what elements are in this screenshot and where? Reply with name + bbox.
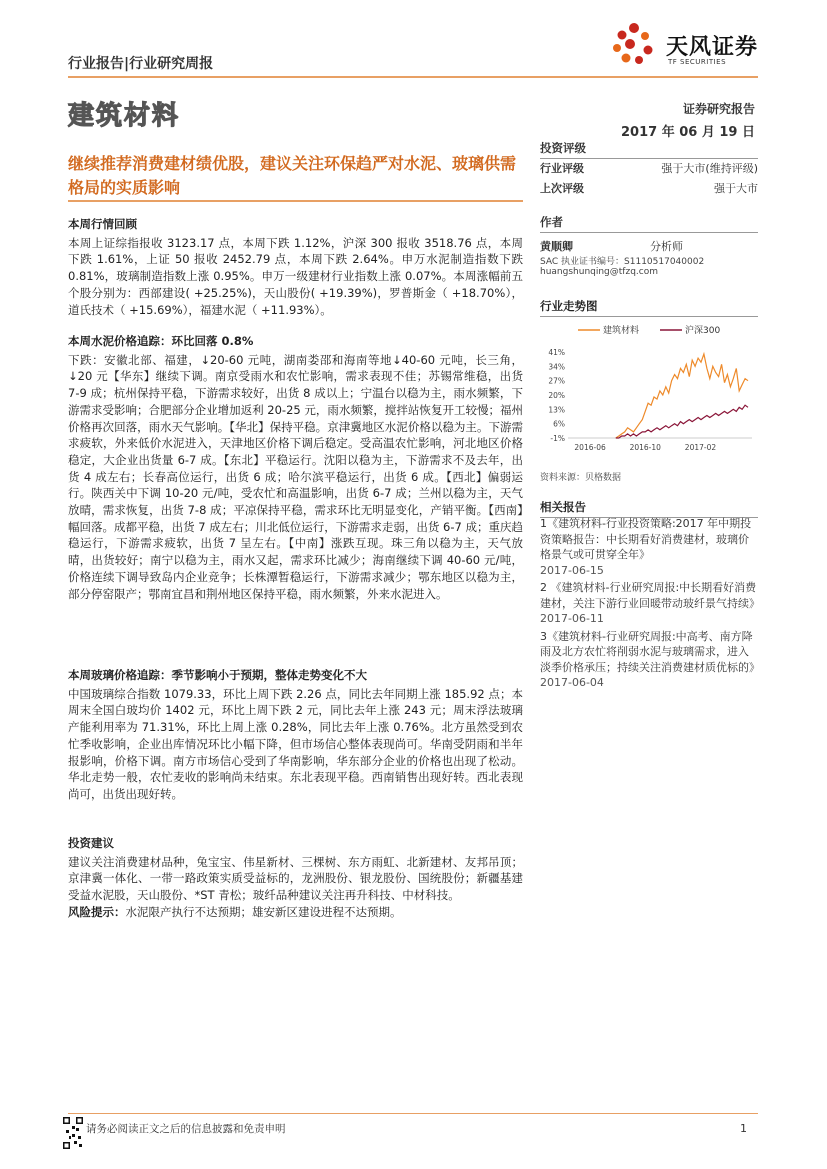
related-report-title[interactable]: 1《建筑材料-行业投资策略:2017 年中期投资策略报告：中长期看好消费建材，玻璃价格景气或可贯穿全年》: [540, 517, 752, 561]
analyst-email[interactable]: huangshunqing@tfzq.com: [540, 267, 658, 277]
y-tick-label: 27%: [548, 376, 565, 386]
company-logo-icon: [610, 22, 658, 68]
industry-trend-chart: [540, 318, 758, 468]
section-body: 建议关注消费建材品种，兔宝宝、伟星新材、三棵树、东方雨虹、北新建材、友邦吊顶；京津冀一体化、一带一路政策实质受益标的，龙洲股份、银龙股份、国统股份；新疆基建受益水泥股，天山股份、*ST 青松；玻纤品种建议关注再升科技、中材科技。: [68, 854, 523, 903]
rating-box: [540, 140, 758, 199]
header-divider: [68, 76, 758, 78]
rating-value: 强于大市: [714, 182, 758, 195]
section-glass: [68, 667, 523, 803]
y-tick-label: 6%: [553, 419, 565, 429]
y-tick-label: 20%: [548, 391, 565, 400]
headline: 继续推荐消费建材绩优股，建议关注环保趋严对水泥、玻璃供需格局的实质影响: [68, 154, 517, 197]
rating-row: [540, 159, 758, 179]
risk-label: 风险提示：: [68, 904, 126, 919]
section-cement: [68, 333, 523, 602]
rating-key: 上次评级: [540, 182, 584, 195]
section-advice: [68, 835, 523, 921]
chart-title: 行业走势图: [540, 298, 758, 317]
y-tick-label: -1%: [550, 434, 565, 443]
report-date: 2017 年 06 月 19 日: [621, 125, 755, 140]
section-title: 本周水泥价格追踪：环比回落 0.8%: [68, 334, 254, 348]
section-title: 本周行情回顾: [68, 217, 137, 231]
headline-divider: [68, 200, 523, 202]
x-tick-label: 2017-02: [684, 443, 717, 452]
related-report-title[interactable]: 2 《建筑材料-行业研究周报:中长期看好消费建材，关注下游行业回暖带动玻纤景气持续》: [540, 581, 760, 610]
chart-source: 资料来源：贝格数据: [540, 473, 622, 483]
legend-label: 沪深300: [685, 326, 721, 336]
related-reports: [540, 516, 758, 693]
analyst-row: [540, 239, 758, 254]
logo-name-cn: 天风证券: [666, 35, 759, 60]
x-tick-label: 2016-10: [629, 443, 661, 452]
footer-disclaimer: 请务必阅读正文之后的信息披露和免责申明: [86, 1123, 286, 1135]
author-box: [540, 214, 758, 277]
related-report-item[interactable]: [540, 629, 758, 691]
analyst-sac: SAC 执业证书编号：S1110517040002: [540, 257, 705, 267]
report-type: 行业报告|行业研究周报: [68, 56, 214, 72]
analyst-name: 黄顺卿: [540, 240, 573, 253]
sector-title: 建筑材料: [68, 101, 181, 131]
section-market: [68, 216, 523, 318]
related-title: 相关报告: [540, 499, 758, 518]
logo-name-en: TF SECURITIES: [668, 58, 727, 66]
page-number: 1: [740, 1122, 747, 1135]
y-tick-label: 13%: [548, 405, 565, 415]
related-report-item[interactable]: [540, 516, 758, 578]
related-report-date: 2017-06-11: [540, 612, 604, 625]
risk-warning: [68, 904, 523, 921]
rating-key: 行业评级: [540, 162, 584, 175]
section-body: 本周上证综指报收 3123.17 点，本周下跌 1.12%，沪深 300 报收 3518.76 点，本周下跌 1.61%，上证 50 报收 2452.79 点，本周下跌 2.64%。申万水泥制造指数下跌 0.81%，玻璃制造指数上涨 0.95%。申万一级建材行业指数上涨 0.07%。本周涨幅前五个股分别为：西部建设( +25.25%)，天山股份( +19.39%)，罗普斯金（ +18.70%），道氏技术（ +15.69%），福建水泥（ +11.93%）。: [68, 235, 523, 317]
qr-code-icon: [62, 1116, 84, 1150]
analyst-role: 分析师: [650, 240, 683, 253]
y-tick-label: 34%: [548, 362, 565, 372]
series-line-2: [616, 405, 748, 438]
report-label: 证券研究报告: [682, 102, 755, 116]
related-report-item[interactable]: [540, 580, 758, 627]
footer-divider: [68, 1113, 758, 1114]
related-report-date: 2017-06-04: [540, 676, 604, 689]
x-tick-label: 2016-06: [574, 443, 606, 452]
risk-body: 水泥限产执行不达预期；雄安新区建设进程不达预期。: [125, 904, 402, 919]
related-report-title[interactable]: 3《建筑材料-行业研究周报:中高考、南方降雨及北方农忙将削弱水泥与玻璃需求，进入淡季价格承压；持续关注消费建材质优标的》: [540, 629, 760, 674]
section-body: 中国玻璃综合指数 1079.33，环比上周下跌 2.26 点，同比去年同期上涨 185.92 点；本周末全国白玻均价 1402 元，环比上周下跌 2 元，同比去年上涨 243 元；周末浮法玻璃产能利用率为 71.31%，环比上周上涨 0.28%，同比去年上涨 0.76%。北方虽然受到农忙季收影响，企业出库情况环比小幅下降，但市场信心整体表现尚可。华南受阴雨和半年报影响，价格下调。南方市场信心受到了华南影响，华东部分企业的价格也出现了松动。华北走势一般，农忙麦收的影响尚未结束。东北表现平稳。西南销售出现好转。西北表现尚可，出货出现好转。: [68, 686, 523, 801]
section-body: 下跌：安徽北部、福建，↓20-60 元吨，湖南娄邵和海南等地↓40-60 元吨，长三角，↓20 元【华东】继续下调。南京受雨水和农忙影响，需求表现不佳；苏锡常维稳，出货 7-9 成；杭州保持平稳，下游需求较好，出货 8 成以上；宁温台以稳为主，雨水频繁，下游需求受影响；合肥部分企业增加返利 20-25 元，雨水频繁，搅拌站恢复开工较慢；福州价格再次回落，雨水天气影响。【华北】保持平稳。京津冀地区水泥价格以稳为主。下游需求疲软，外来低价水泥进入，天津地区价格下调后稳定。受高温农忙影响，河北地区价格稳定，大企业出货量 6-7 成。【东北】平稳运行。沈阳以稳为主，下游需求不及去年，出货 4 成左右；长春高位运行，出货 6 成；哈尔滨平稳运行，出货 6 成。【西北】偏弱运行。陕西关中下调 10-20 元/吨，受农忙和高温影响，出货 6-7 成；兰州以稳为主，天气放晴，需求恢复，出货 7-8 成；平凉保持平稳，需求环比无明显变化，产销平衡。【西南】幅回落。成都平稳，出货 7 成左右；川北低位运行，下游需求走弱，出货 6-7 成；重庆趋稳运行，下游需求疲软，出货 7 呈左右。【中南】涨跌互现。珠三角以稳为主，天气放晴，出货较好；南宁以稳为主，雨水又起，需求环比减少；海南继续下调 40-60 元/吨，价格连续下调导致岛内企业竞争；长株潭暂稳运行，下游需求减少；鄂东地区以稳为主，部分停窑限产；鄂南宜昌和荆州地区保持平稳，雨水频繁，外来水泥进入。: [68, 352, 523, 601]
legend-label: 建筑材料: [603, 326, 640, 336]
author-title: 作者: [540, 214, 758, 233]
rating-row: [540, 179, 758, 199]
rating-value: 强于大市(维持评级): [661, 162, 758, 175]
rating-title: 投资评级: [540, 140, 758, 159]
section-title: 投资建议: [68, 836, 114, 850]
section-title: 本周玻璃价格追踪：季节影响小于预期，整体走势变化不大: [68, 668, 367, 682]
series-line-1: [616, 354, 748, 438]
related-report-date: 2017-06-15: [540, 563, 604, 577]
y-tick-label: 41%: [548, 348, 565, 357]
